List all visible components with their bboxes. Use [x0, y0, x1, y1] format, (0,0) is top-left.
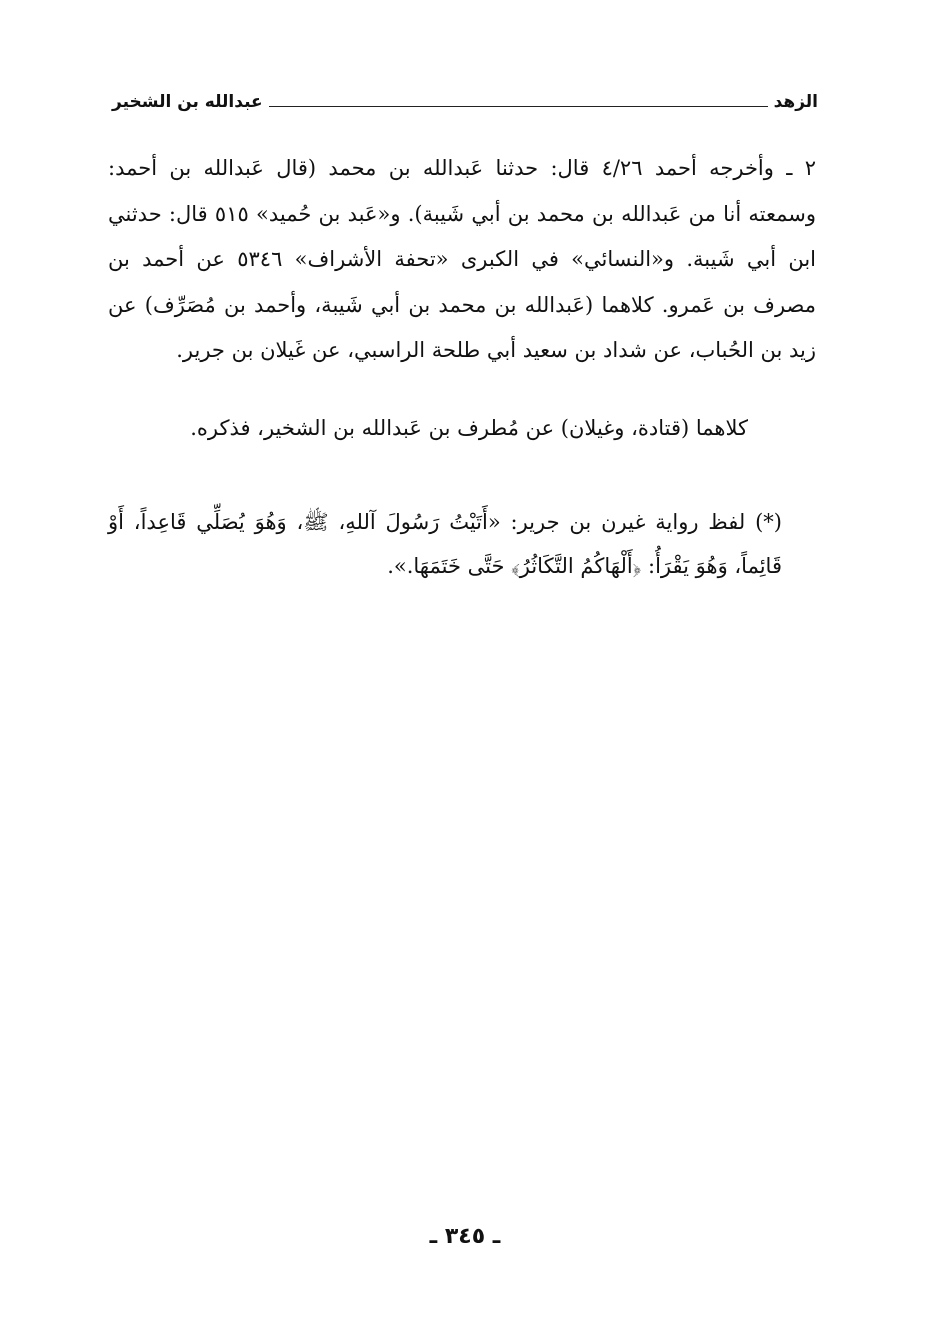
paragraph-2: كلاهما (قتادة، وغيلان) عن مُطرف بن عَبدالله بن الشخير، فذكره.	[190, 416, 748, 440]
page-number: ـ ٣٤٥ ـ	[429, 1224, 501, 1249]
footnote-text: (*) لفظ رواية غيرن بن جرير: «أَتَيْتُ رَسُولَ آللهِ، ﷺ، وَهُوَ يُصَلِّي قَاعِداً، أَوْ قَائِماً، وَهُوَ يَقْرَأُ: ﴿أَلْهَاكُمُ التَّكَاثُرُ﴾ حَتَّى خَتَمَهَا.».	[108, 510, 782, 578]
header-rule	[269, 106, 768, 107]
running-header	[112, 88, 818, 116]
paragraph-2-block	[108, 408, 748, 448]
header-author-name: عبدالله بن الشخير	[112, 92, 263, 112]
footnote	[108, 500, 816, 588]
paragraph-1: ٢ ـ وأخرجه أحمد ٤/٢٦ قال: حدثنا عَبدالله بن محمد (قال عَبدالله بن أحمد: وسمعته أنا من عَبدالله بن محمد بن أبي شَيبة). و«عَبد بن حُميد» ٥١٥ قال: حدثني ابن أبي شَيبة. و«النسائي» في الكبرى «تحفة الأشراف» ٥٣٤٦ عن أحمد بن مصرف بن عَمرو. كلاهما (عَبدالله بن محمد بن أبي شَيبة، وأحمد بن مُصَرِّف) عن زيد بن الحُباب، عن شداد بن سعيد أبي طلحة الراسبي، عن غَيلان بن جرير.	[108, 156, 816, 362]
header-book-title: الزهد	[773, 92, 818, 112]
main-text-block	[108, 146, 816, 374]
